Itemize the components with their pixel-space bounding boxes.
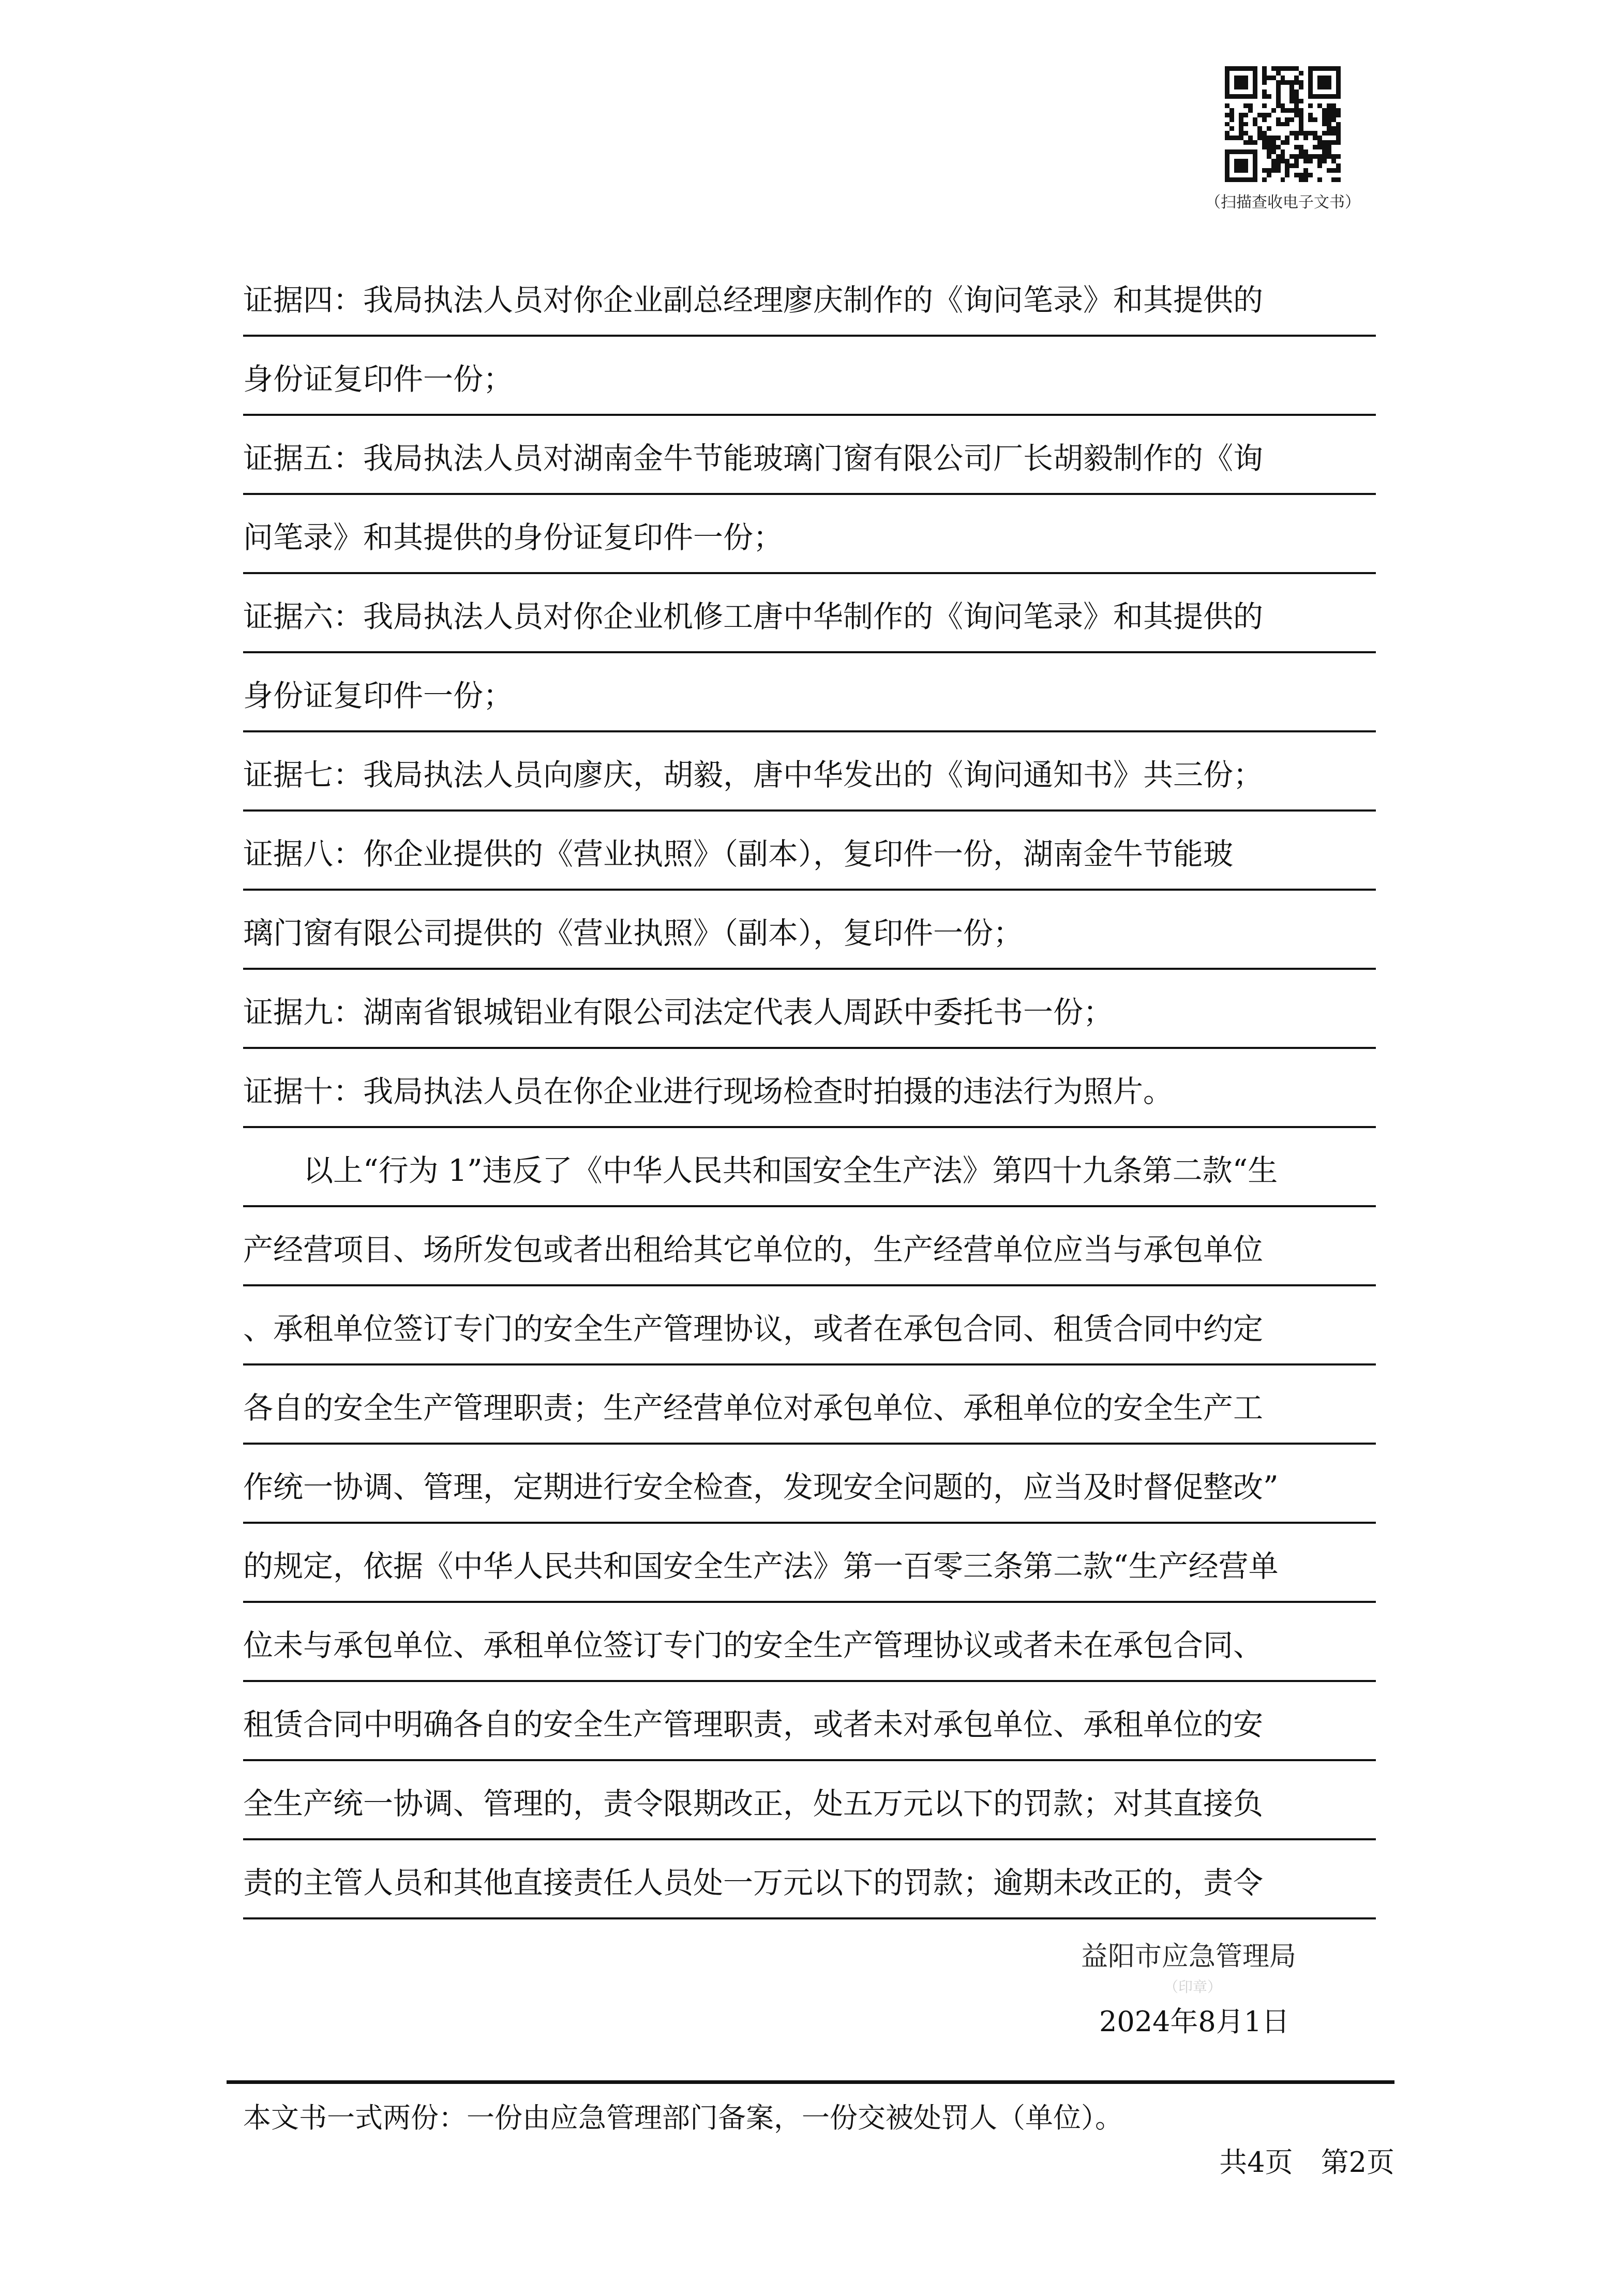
text-line <box>243 1761 1376 1840</box>
text-line-content: 璃门窗有限公司提供的《营业执照》（副本），复印件一份； <box>243 916 1024 951</box>
text-line-content: 证据六：我局执法人员对你企业机修工唐中华制作的《询问笔录》和其提供的 <box>243 599 1264 634</box>
text-line-content: 身份证复印件一份； <box>243 362 514 397</box>
text-line-content: 问笔录》和其提供的身份证复印件一份； <box>243 520 784 555</box>
text-line-content: 证据五：我局执法人员对湖南金牛节能玻璃门窗有限公司厂长胡毅制作的《询 <box>243 441 1264 476</box>
text-line-content: 身份证复印件一份； <box>243 678 514 713</box>
text-line <box>243 1840 1376 1919</box>
text-line-content: 证据八：你企业提供的《营业执照》（副本），复印件一份，湖南金牛节能玻 <box>243 836 1234 872</box>
issue-date: 2024年8月1日 <box>1099 2005 1290 2038</box>
text-line-content: 证据十：我局执法人员在你企业进行现场检查时拍摄的违法行为照片。 <box>243 1074 1174 1109</box>
text-line <box>243 653 1376 732</box>
text-line <box>243 1365 1376 1445</box>
text-line-content: 以上“行为 1”违反了《中华人民共和国安全生产法》第四十九条第二款“生 <box>303 1153 1278 1188</box>
text-line-content: 位未与承包单位、承租单位签订专门的安全生产管理协议或者未在承包合同、 <box>243 1628 1264 1663</box>
text-line-content: 责的主管人员和其他直接责任人员处一万元以下的罚款；逾期未改正的，责令 <box>243 1865 1264 1900</box>
footer-divider <box>227 2080 1394 2084</box>
text-line <box>243 495 1376 574</box>
text-line <box>243 970 1376 1049</box>
text-line <box>243 732 1376 812</box>
footer-note: 本文书一式两份：一份由应急管理部门备案，一份交被处罚人（单位）。 <box>243 2102 1123 2134</box>
text-line <box>243 574 1376 653</box>
text-line <box>243 1445 1376 1524</box>
text-line <box>243 1603 1376 1682</box>
seal-mark: （印章） <box>1164 1978 1222 1995</box>
text-line-content: 证据九：湖南省银城铝业有限公司法定代表人周跃中委托书一份； <box>243 995 1114 1030</box>
text-line-content: 证据七：我局执法人员向廖庆，胡毅，唐中华发出的《询问通知书》共三份； <box>243 757 1264 792</box>
text-line-content: 各自的安全生产管理职责；生产经营单位对承包单位、承租单位的安全生产工 <box>243 1390 1264 1425</box>
text-line <box>243 416 1376 495</box>
document-body <box>243 258 1376 1919</box>
text-line <box>243 891 1376 970</box>
text-line <box>243 812 1376 891</box>
text-line <box>243 337 1376 416</box>
text-line-content: 租赁合同中明确各自的安全生产管理职责，或者未对承包单位、承租单位的安 <box>243 1707 1264 1742</box>
page-number: 共4页 第2页 <box>1219 2146 1394 2179</box>
issuing-authority: 益阳市应急管理局 <box>1081 1941 1297 1972</box>
text-line <box>243 258 1376 337</box>
text-line <box>243 1286 1376 1365</box>
text-line <box>243 1682 1376 1761</box>
text-line-content: 全生产统一协调、管理的，责令限期改正，处五万元以下的罚款；对其直接负 <box>243 1786 1264 1821</box>
text-line <box>243 1128 1376 1207</box>
text-line <box>243 1524 1376 1603</box>
text-line-content: 产经营项目、场所发包或者出租给其它单位的，生产经营单位应当与承包单位 <box>243 1232 1264 1267</box>
text-line-content: 证据四：我局执法人员对你企业副总经理廖庆制作的《询问笔录》和其提供的 <box>243 282 1264 318</box>
text-line <box>243 1049 1376 1128</box>
qr-code <box>1225 66 1341 182</box>
text-line-content: 、承租单位签订专门的安全生产管理协议，或者在承包合同、租赁合同中约定 <box>243 1311 1264 1346</box>
qr-caption: （扫描查收电子文书） <box>1205 193 1360 212</box>
text-line <box>243 1207 1376 1286</box>
text-line-content: 作统一协调、管理，定期进行安全检查，发现安全问题的，应当及时督促整改” <box>243 1469 1279 1505</box>
text-line-content: 的规定，依据《中华人民共和国安全生产法》第一百零三条第二款“生产经营单 <box>243 1549 1279 1584</box>
